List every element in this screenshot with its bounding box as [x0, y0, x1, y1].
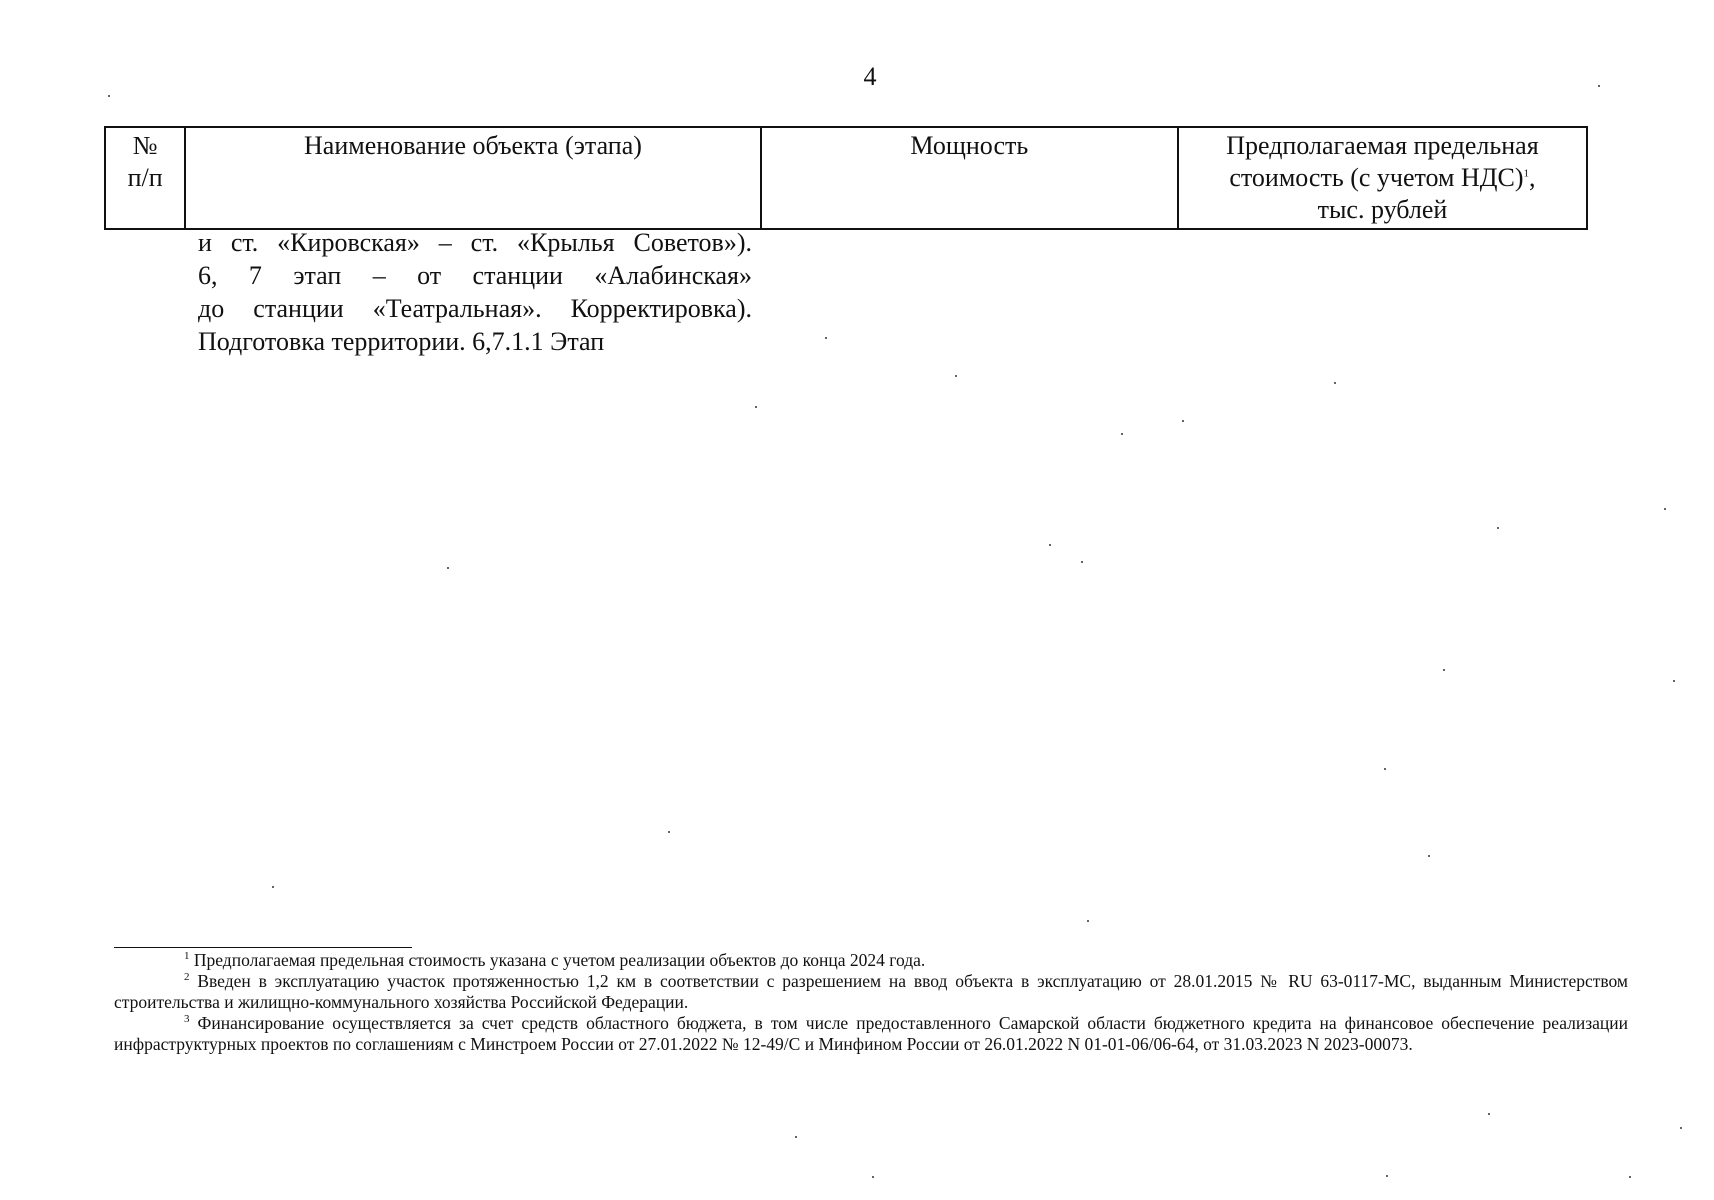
scan-speck — [447, 567, 449, 569]
scan-speck — [955, 375, 957, 377]
column-header-name: Наименование объекта (этапа) — [185, 127, 761, 229]
number-sign: № — [132, 131, 158, 160]
scan-speck — [1664, 508, 1666, 510]
footnote-separator — [114, 947, 412, 948]
scan-speck — [1081, 561, 1083, 563]
cost-header-line-1: Предполагаемая предельная — [1226, 131, 1539, 160]
number-abbrev: п/п — [127, 163, 163, 192]
column-header-cost — [1178, 127, 1587, 229]
footnote-3-mark: 3 — [184, 1013, 190, 1026]
cost-header-comma: , — [1529, 163, 1536, 192]
scan-speck — [1497, 527, 1499, 529]
scan-speck — [1087, 920, 1089, 922]
scan-speck — [1673, 680, 1675, 682]
table-header-row — [105, 127, 1587, 229]
footnote-2-mark: 2 — [184, 971, 190, 984]
footnote-3-text: Финансирование осуществляется за счет средств областного бюджета, в том числе предоставленного Самарской области бюджетного кредита на финансовое обеспечение реализации инфраструктурных проектов по соглашениям с Минстроем России от 27.01.2022 № 12-49/С и Минфином России от 26.01.2022 N 01-01-06/06-64, от 31.03.2023 N 2023-00073. — [114, 1013, 1629, 1054]
scan-speck — [1386, 1175, 1388, 1177]
cost-header-line-3: тыс. рублей — [1317, 195, 1448, 224]
scan-speck — [1443, 669, 1445, 671]
footnote-1-mark: 1 — [184, 950, 190, 963]
scan-speck — [1049, 544, 1051, 546]
footnote-1 — [114, 950, 1628, 971]
scan-speck — [1428, 855, 1430, 857]
scan-speck — [272, 886, 274, 888]
object-name-continuation — [198, 226, 752, 358]
scan-speck — [1384, 768, 1386, 770]
scan-speck — [872, 1176, 874, 1178]
scan-speck — [1488, 1113, 1490, 1115]
cost-header-line-2 — [1183, 162, 1582, 194]
footnote-mark-1: 1 — [1523, 167, 1529, 180]
scan-speck — [795, 1136, 797, 1138]
scan-speck — [1121, 433, 1123, 435]
page-number: 4 — [863, 62, 877, 91]
cost-header-text: стоимость (с учетом НДС) — [1229, 163, 1524, 192]
footnote-2-text: Введен в эксплуатацию участок протяженностью 1,2 км в соответствии с разрешением на ввод объекта в эксплуатацию от 28.01.2015 № RU 63-0117-МС, выданным Министерством строительства и жилищно-коммунального хозяйства Российской Федерации. — [114, 971, 1629, 1012]
scan-speck — [108, 95, 110, 97]
body-line-2: 6, 7 этап – от станции «Алабинская» — [198, 261, 752, 290]
body-line-4: Подготовка территории. 6,7.1.1 Этап — [198, 327, 605, 356]
scan-speck — [1334, 382, 1336, 384]
column-header-number — [105, 127, 185, 229]
footnotes — [114, 950, 1628, 1055]
footnote-3 — [114, 1013, 1628, 1055]
scan-speck — [825, 337, 827, 339]
scan-speck — [755, 406, 757, 408]
table-header — [104, 126, 1588, 230]
body-line-3: до станции «Театральная». Корректировка). — [198, 294, 752, 323]
scan-speck — [1629, 1176, 1631, 1178]
scan-speck — [1680, 1127, 1682, 1129]
scan-speck — [668, 831, 670, 833]
scan-speck — [1598, 85, 1600, 87]
body-line-1: и ст. «Кировская» – ст. «Крылья Советов»). — [198, 228, 752, 257]
scan-speck — [1182, 420, 1184, 422]
footnote-2 — [114, 971, 1628, 1013]
column-header-power: Мощность — [761, 127, 1178, 229]
footnote-1-text: Предполагаемая предельная стоимость указана с учетом реализации объектов до конца 2024 года. — [193, 950, 926, 970]
